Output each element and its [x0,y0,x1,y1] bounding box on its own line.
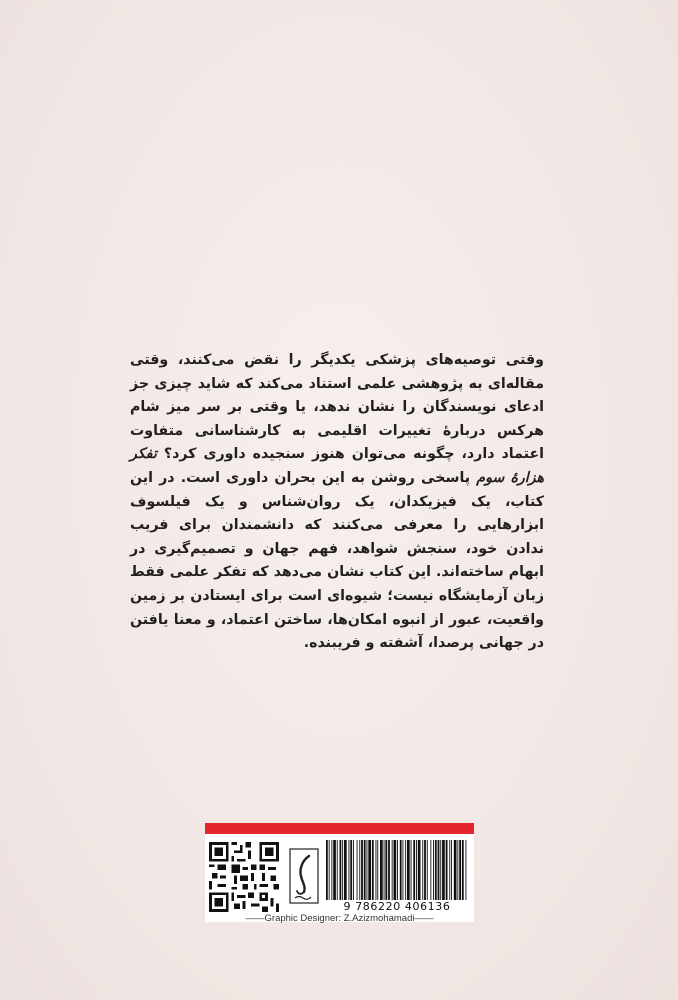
isbn-barcode-icon [325,840,467,900]
qr-code-icon [209,842,279,912]
barcode-panel [205,823,474,922]
designer-credit-text: Graphic Designer: Z.Azizmohamadi [264,913,415,924]
publisher-logo-icon [289,848,319,904]
book-title-italic: تفکر هزارهٔ سوم [130,446,544,486]
isbn-number: 9 786220 406136 [343,900,451,913]
graphic-designer-credit: ——Graphic Designer: Z.Azizmohamadi—— [245,913,434,924]
back-cover-blurb [130,349,544,656]
blurb-text-part1: وقتی توصیه‌های پزشکی یکدیگر را نقض می‌کنند، وقتی مقاله‌ای به پژوهشی علمی استناد می‌کند که شاید چیزی جز ادعای نویسندگان را نشان ندهد، یا وقتی بر سر میز شام هرکس دربارهٔ تغییرات اقلیمی به کارشناسانی متفاوت اعتماد دارد، چگونه می‌توان هنوز سنجیده داوری کرد؟ [130,352,544,463]
blurb-text-part2: پاسخی روشن به این بحران داوری است. در این کتاب، یک فیزیکدان، یک روان‌شناس و یک فیلسوف ابزارهایی را معرفی می‌کنند که دانشمندان برای فریب ندادن خود، سنجش شواهد، فهم جهان و تصمیم‌گیری در ابهام ساخته‌اند. این کتاب نشان می‌دهد که تفکر علمی فقط زبان آزمایشگاه نیست؛ شیوه‌ای است برای ایستادن بر زمین واقعیت، عبور از انبوه امکان‌ها، ساختن اعتماد، و معنا یافتن در جهانی پرصدا، آشفته و فریبنده. [130,469,544,652]
